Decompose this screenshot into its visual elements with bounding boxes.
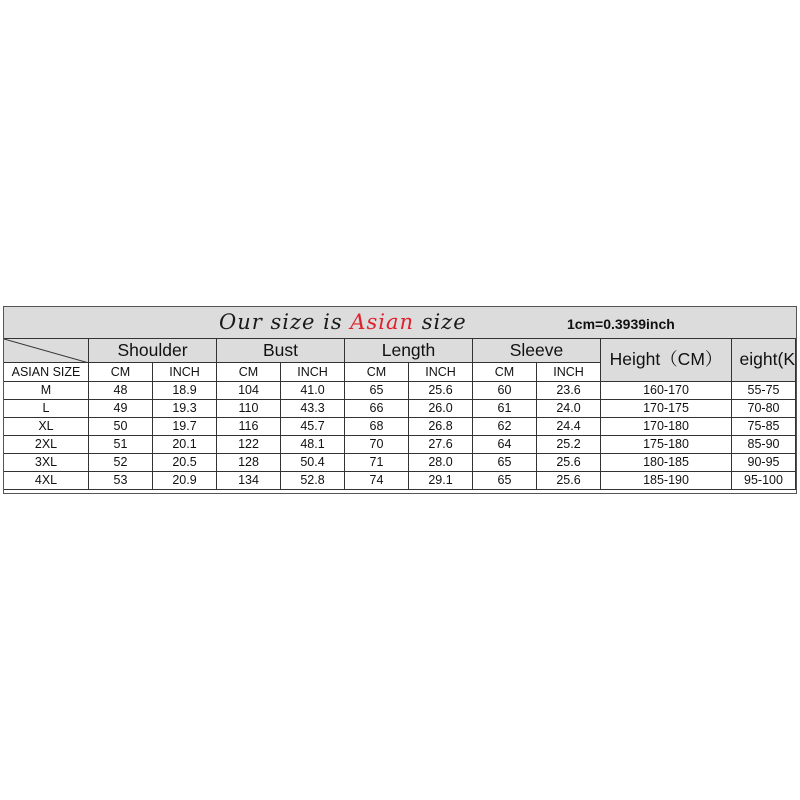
cell-sleeve-in: 25.6 <box>537 454 601 472</box>
cell-size: XL <box>4 418 89 436</box>
cell-length-cm: 66 <box>345 400 409 418</box>
title-prefix: Our size is <box>219 310 351 334</box>
cell-length-in: 28.0 <box>409 454 473 472</box>
cell-sleeve-cm: 64 <box>473 436 537 454</box>
cell-height: 170-175 <box>601 400 732 418</box>
cell-height: 170-180 <box>601 418 732 436</box>
cell-length-cm: 65 <box>345 382 409 400</box>
subheader-length-cm: CM <box>345 363 409 382</box>
row-header: ASIAN SIZE <box>4 363 89 382</box>
cell-shoulder-in: 18.9 <box>153 382 217 400</box>
cell-height: 160-170 <box>601 382 732 400</box>
cell-shoulder-in: 20.5 <box>153 454 217 472</box>
cell-bust-cm: 110 <box>217 400 281 418</box>
cell-sleeve-in: 24.4 <box>537 418 601 436</box>
subheader-bust-cm: CM <box>217 363 281 382</box>
cell-sleeve-in: 25.2 <box>537 436 601 454</box>
corner-cell <box>4 339 89 363</box>
cell-size: 3XL <box>4 454 89 472</box>
cell-size: M <box>4 382 89 400</box>
cell-size: 2XL <box>4 436 89 454</box>
cell-weight: 95-100 <box>732 472 796 490</box>
header-sleeve: Sleeve <box>473 339 601 363</box>
cell-bust-in: 41.0 <box>281 382 345 400</box>
cell-bust-in: 43.3 <box>281 400 345 418</box>
cell-length-in: 25.6 <box>409 382 473 400</box>
cell-bust-cm: 122 <box>217 436 281 454</box>
subheader-bust-inch: INCH <box>281 363 345 382</box>
cell-sleeve-cm: 62 <box>473 418 537 436</box>
subheader-sleeve-cm: CM <box>473 363 537 382</box>
cell-weight: 75-85 <box>732 418 796 436</box>
cell-length-in: 26.0 <box>409 400 473 418</box>
cell-height: 180-185 <box>601 454 732 472</box>
cell-shoulder-cm: 50 <box>89 418 153 436</box>
header-bust: Bust <box>217 339 345 363</box>
cell-weight: 55-75 <box>732 382 796 400</box>
title-suffix: size <box>414 310 467 334</box>
subheader-sleeve-inch: INCH <box>537 363 601 382</box>
cell-sleeve-cm: 65 <box>473 472 537 490</box>
cell-sleeve-cm: 65 <box>473 454 537 472</box>
cell-bust-cm: 104 <box>217 382 281 400</box>
chart-title <box>219 310 467 334</box>
cell-bust-in: 50.4 <box>281 454 345 472</box>
cell-height: 175-180 <box>601 436 732 454</box>
subheader-shoulder-inch: INCH <box>153 363 217 382</box>
cell-shoulder-cm: 48 <box>89 382 153 400</box>
conversion-note: 1cm=0.3939inch <box>567 316 675 332</box>
cell-sleeve-in: 24.0 <box>537 400 601 418</box>
cell-shoulder-in: 19.3 <box>153 400 217 418</box>
cell-bust-cm: 128 <box>217 454 281 472</box>
cell-shoulder-cm: 53 <box>89 472 153 490</box>
cell-height: 185-190 <box>601 472 732 490</box>
cell-bust-in: 48.1 <box>281 436 345 454</box>
cell-sleeve-in: 23.6 <box>537 382 601 400</box>
cell-shoulder-cm: 49 <box>89 400 153 418</box>
cell-length-in: 29.1 <box>409 472 473 490</box>
cell-bust-in: 45.7 <box>281 418 345 436</box>
cell-shoulder-in: 20.1 <box>153 436 217 454</box>
cell-shoulder-in: 20.9 <box>153 472 217 490</box>
header-height: Height（CM） <box>601 339 732 382</box>
cell-sleeve-cm: 60 <box>473 382 537 400</box>
cell-size: L <box>4 400 89 418</box>
cell-length-cm: 74 <box>345 472 409 490</box>
cell-length-cm: 71 <box>345 454 409 472</box>
cell-sleeve-in: 25.6 <box>537 472 601 490</box>
corner-diagonal <box>4 339 88 363</box>
header-weight: eight(K <box>732 339 796 382</box>
cell-weight: 70-80 <box>732 400 796 418</box>
cell-length-in: 27.6 <box>409 436 473 454</box>
cell-shoulder-cm: 52 <box>89 454 153 472</box>
cell-bust-cm: 134 <box>217 472 281 490</box>
cell-bust-in: 52.8 <box>281 472 345 490</box>
cell-length-in: 26.8 <box>409 418 473 436</box>
cell-weight: 90-95 <box>732 454 796 472</box>
cell-sleeve-cm: 61 <box>473 400 537 418</box>
header-length: Length <box>345 339 473 363</box>
cell-shoulder-in: 19.7 <box>153 418 217 436</box>
cell-length-cm: 70 <box>345 436 409 454</box>
cell-weight: 85-90 <box>732 436 796 454</box>
title-row <box>4 307 796 339</box>
size-chart <box>3 306 797 494</box>
cell-bust-cm: 116 <box>217 418 281 436</box>
subheader-shoulder-cm: CM <box>89 363 153 382</box>
cell-length-cm: 68 <box>345 418 409 436</box>
cell-shoulder-cm: 51 <box>89 436 153 454</box>
subheader-length-inch: INCH <box>409 363 473 382</box>
title-accent: Asian <box>350 310 415 334</box>
cell-size: 4XL <box>4 472 89 490</box>
header-shoulder: Shoulder <box>89 339 217 363</box>
